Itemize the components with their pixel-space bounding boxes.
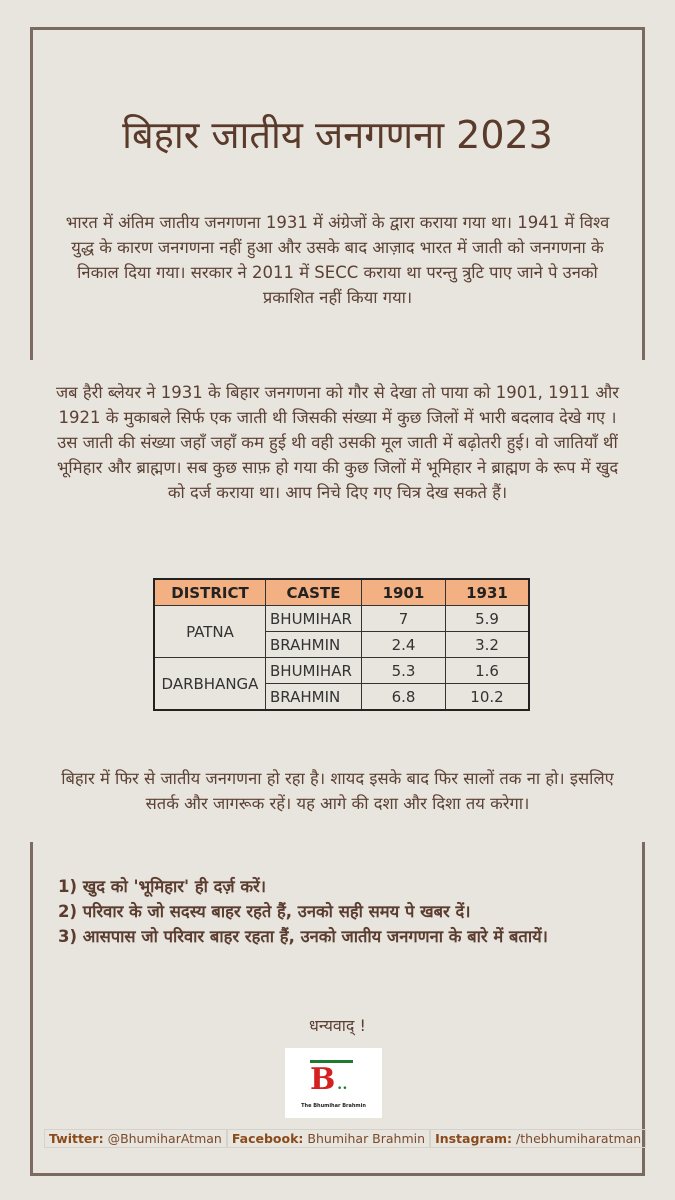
frame-left-bottom	[30, 842, 33, 1176]
instagram-handle: /thebhumiharatman	[516, 1131, 642, 1146]
frame-left-top	[30, 27, 33, 360]
list-item: 1) खुद को 'भूमिहार' ही दर्ज़ करें।	[58, 877, 267, 896]
logo-dots: ••	[337, 1084, 348, 1094]
caste-cell: BRAHMIN	[266, 684, 362, 711]
table-header-row	[154, 579, 529, 606]
list-item: 2) परिवार के जो सदस्य बाहर रहते हैं, उनको सही समय पे खबर दें।	[58, 902, 471, 921]
frame-right-top	[642, 27, 645, 360]
social-links	[44, 1129, 646, 1148]
appeal-paragraph: बिहार में फिर से जातीय जनगणना हो रहा है। शायद इसके बाद फिर सालों तक ना हो। इसलिए सतर्क और जागरूक रहें। यह आगे की दशा और दिशा तय करेगा।	[61, 769, 614, 813]
action-list	[58, 874, 618, 949]
value-1931: 10.2	[446, 684, 530, 711]
instagram-label: Instagram:	[435, 1131, 513, 1146]
facebook-link[interactable]	[227, 1129, 430, 1148]
district-cell: DARBHANGA	[154, 658, 266, 711]
table-row	[154, 658, 529, 684]
frame-bottom	[30, 1173, 645, 1176]
intro-paragraph: भारत में अंतिम जातीय जनगणना 1931 में अंग्रेजों के द्वारा कराया गया था। 1941 में विश्व युद्ध के कारण जनगणना नहीं हुआ और उसके बाद आज़ाद भारत में जाती को जनगणना के निकाल दिया गया। सरकार ने 2011 में SECC कराया था परन्तु त्रुटि पाए जाने पे उनको प्रकाशित नहीं किया गया।	[65, 213, 610, 307]
logo-letter: B	[310, 1062, 336, 1097]
caste-cell: BHUMIHAR	[266, 606, 362, 632]
twitter-handle: @BhumiharAtman	[107, 1131, 222, 1146]
logo-text: The Bhumihar Brahmin	[301, 1103, 366, 1109]
page-title: बिहार जातीय जनगणना 2023	[122, 113, 553, 157]
list-item: 3) आसपास जो परिवार बाहर रहता हैं, उनको जातीय जनगणना के बारे में बतायें।	[58, 927, 548, 946]
value-1931: 5.9	[446, 606, 530, 632]
header-1931: 1931	[446, 579, 530, 606]
instagram-link[interactable]	[430, 1129, 646, 1148]
twitter-link[interactable]	[44, 1129, 227, 1148]
frame-right-bottom	[642, 842, 645, 1176]
value-1901: 2.4	[362, 632, 446, 658]
facebook-handle: Bhumihar Brahmin	[307, 1131, 426, 1146]
facebook-label: Facebook:	[231, 1131, 304, 1146]
census-table	[153, 578, 530, 711]
caste-cell: BRAHMIN	[266, 632, 362, 658]
brand-logo	[285, 1048, 382, 1118]
header-1901: 1901	[362, 579, 446, 606]
header-district: DISTRICT	[154, 579, 266, 606]
twitter-label: Twitter:	[49, 1131, 104, 1146]
value-1901: 6.8	[362, 684, 446, 711]
caste-cell: BHUMIHAR	[266, 658, 362, 684]
value-1901: 7	[362, 606, 446, 632]
frame-top	[30, 27, 645, 30]
value-1901: 5.3	[362, 658, 446, 684]
value-1931: 3.2	[446, 632, 530, 658]
header-caste: CASTE	[266, 579, 362, 606]
table-row	[154, 606, 529, 632]
thanks-text: धन्यवाद् !	[309, 1016, 366, 1035]
history-paragraph: जब हैरी ब्लेयर ने 1931 के बिहार जनगणना को गौर से देखा तो पाया को 1901, 1911 और 1921 के मुकाबले सिर्फ एक जाती थी जिसकी संख्या में कुछ जिलों में भारी बदलाव देखे गए । उस जाती की संख्या जहाँ जहाँ कम हुई थी वही उसकी मूल जाती में बढ़ोतरी हुई। वो जातियाँ थीं भूमिहार और ब्राह्मण। सब कुछ साफ़ हो गया की कुछ जिलों में भूमिहार ने ब्राह्मण के रूप में खुद को दर्ज कराया था। आप निचे दिए गए चित्र देख सकते हैं।	[55, 383, 620, 502]
value-1931: 1.6	[446, 658, 530, 684]
district-cell: PATNA	[154, 606, 266, 658]
